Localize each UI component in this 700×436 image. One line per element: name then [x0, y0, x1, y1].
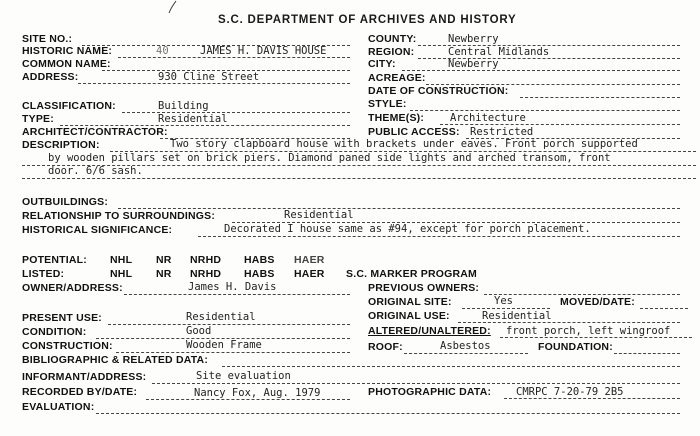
roof-value: Asbestos	[440, 340, 491, 352]
page-title: S.C. DEPARTMENT OF ARCHIVES AND HISTORY	[218, 14, 517, 26]
moved-date-line	[640, 308, 688, 309]
county-label: COUNTY:	[368, 33, 417, 45]
address-value: 930 Cline Street	[158, 71, 260, 83]
description-line-1: Two story clapboard house with brackets under eaves. Front porch supported	[170, 138, 638, 150]
recorded-by-value: Nancy Fox, Aug. 1979	[194, 387, 321, 399]
description-line-2: by wooden pillars set on brick piers. Diamond paned side lights and arched transom, front	[48, 152, 611, 164]
potential-haer[interactable]: HAER	[294, 254, 325, 266]
potential-nrhd[interactable]: NRHD	[190, 254, 222, 266]
type-label: TYPE:	[22, 113, 54, 125]
original-use-value: Residential	[482, 310, 552, 322]
construction-label: CONSTRUCTION:	[22, 340, 113, 352]
listed-nhl[interactable]: NHL	[110, 268, 133, 280]
moved-date-label: MOVED/DATE:	[560, 296, 635, 308]
evaluation-line	[96, 413, 680, 414]
present-use-line	[108, 324, 350, 325]
construction-line	[116, 352, 350, 353]
historic-name-value: JAMES H. DAVIS HOUSE	[200, 45, 327, 57]
altered-line	[500, 337, 692, 338]
historic-name-line	[118, 57, 350, 58]
bibliographic-label: BIBLIOGRAPHIC & RELATED DATA:	[22, 354, 209, 366]
outbuildings-line	[118, 208, 680, 209]
previous-owners-line	[484, 294, 680, 295]
classification-value: Building	[158, 100, 209, 112]
public-access-value: Restricted	[470, 126, 534, 138]
potential-habs[interactable]: HABS	[244, 254, 275, 266]
significance-value: Decorated I house same as #94, except for porch placement.	[224, 223, 591, 235]
photographic-data-line	[504, 398, 680, 399]
informant-line	[152, 383, 680, 384]
listed-haer[interactable]: HAER	[294, 268, 325, 280]
significance-label: HISTORICAL SIGNIFICANCE:	[22, 224, 173, 236]
informant-label: INFORMANT/ADDRESS:	[22, 371, 147, 383]
potential-nhl[interactable]: NHL	[110, 254, 133, 266]
condition-value: Good	[186, 325, 212, 337]
address-label: ADDRESS:	[22, 71, 79, 83]
owner-value: James H. Davis	[188, 281, 277, 293]
listed-nr[interactable]: NR	[156, 268, 172, 280]
recorded-by-label: RECORDED BY/DATE:	[22, 386, 138, 398]
outbuildings-label: OUTBUILDINGS:	[22, 196, 109, 208]
owner-label: OWNER/ADDRESS:	[22, 282, 123, 294]
previous-owners-label: PREVIOUS OWNERS:	[368, 282, 480, 294]
foundation-line	[614, 353, 680, 354]
architect-label: ARCHITECT/CONTRACTOR:	[22, 126, 168, 138]
date-construction-label: DATE OF CONSTRUCTION:	[368, 85, 509, 97]
listed-habs[interactable]: HABS	[244, 268, 275, 280]
description-line-3: door. 6/6 sash.	[48, 165, 143, 177]
altered-label: ALTERED/UNALTERED:	[368, 325, 491, 337]
city-label: CITY:	[368, 58, 396, 70]
site-no-label: SITE NO.:	[22, 33, 73, 45]
historic-name-prefix: 40	[156, 45, 169, 57]
listed-nrhd[interactable]: NRHD	[190, 268, 222, 280]
roof-line	[404, 353, 528, 354]
city-value: Newberry	[448, 58, 499, 70]
bibliographic-line	[222, 366, 680, 367]
construction-value: Wooden Frame	[186, 339, 262, 351]
original-site-line	[462, 308, 550, 309]
present-use-label: PRESENT USE:	[22, 312, 102, 324]
historic-name-label: HISTORIC NAME:	[22, 45, 113, 57]
style-label: STYLE:	[368, 98, 407, 110]
address-line	[78, 83, 350, 84]
listed-label: LISTED:	[22, 268, 65, 280]
themes-label: THEME(S):	[368, 112, 425, 124]
significance-line	[198, 236, 680, 237]
common-name-label: COMMON NAME:	[22, 58, 111, 70]
themes-line	[440, 124, 680, 125]
marker-program-label: S.C. MARKER PROGRAM	[346, 268, 477, 280]
county-value: Newberry	[448, 33, 499, 45]
altered-value: front porch, left wingroof	[506, 325, 671, 337]
style-line	[410, 110, 680, 111]
themes-value: Architecture	[450, 112, 526, 124]
original-use-line	[458, 322, 680, 323]
city-line	[402, 70, 680, 71]
condition-label: CONDITION:	[22, 326, 87, 338]
original-use-label: ORIGINAL USE:	[368, 310, 450, 322]
region-value: Central Midlands	[448, 46, 550, 58]
evaluation-label: EVALUATION:	[22, 401, 95, 413]
description-rule-3	[22, 178, 696, 179]
acreage-label: ACREAGE:	[368, 72, 426, 84]
date-construction-line	[520, 97, 680, 98]
description-label: DESCRIPTION:	[22, 139, 100, 151]
photographic-data-value: CMRPC 7-20-79 2B5	[516, 386, 624, 398]
foundation-label: FOUNDATION:	[538, 341, 613, 353]
public-access-label: PUBLIC ACCESS:	[368, 126, 460, 138]
type-value: Residential	[158, 113, 228, 125]
classification-label: CLASSIFICATION:	[22, 100, 116, 112]
relationship-label: RELATIONSHIP TO SURROUNDINGS:	[22, 210, 216, 222]
recorded-by-line	[146, 399, 350, 400]
potential-label: POTENTIAL:	[22, 254, 87, 266]
photographic-data-label: PHOTOGRAPHIC DATA:	[368, 386, 492, 398]
classification-line	[122, 112, 350, 113]
relationship-value: Residential	[284, 209, 354, 221]
owner-line	[124, 294, 350, 295]
region-label: REGION:	[368, 46, 415, 58]
original-site-label: ORIGINAL SITE:	[368, 296, 452, 308]
roof-label: ROOF:	[368, 341, 403, 353]
potential-nr[interactable]: NR	[156, 254, 172, 266]
present-use-value: Residential	[186, 311, 256, 323]
original-site-value: Yes	[494, 295, 513, 307]
pen-mark	[163, 0, 183, 14]
informant-value: Site evaluation	[196, 370, 291, 382]
